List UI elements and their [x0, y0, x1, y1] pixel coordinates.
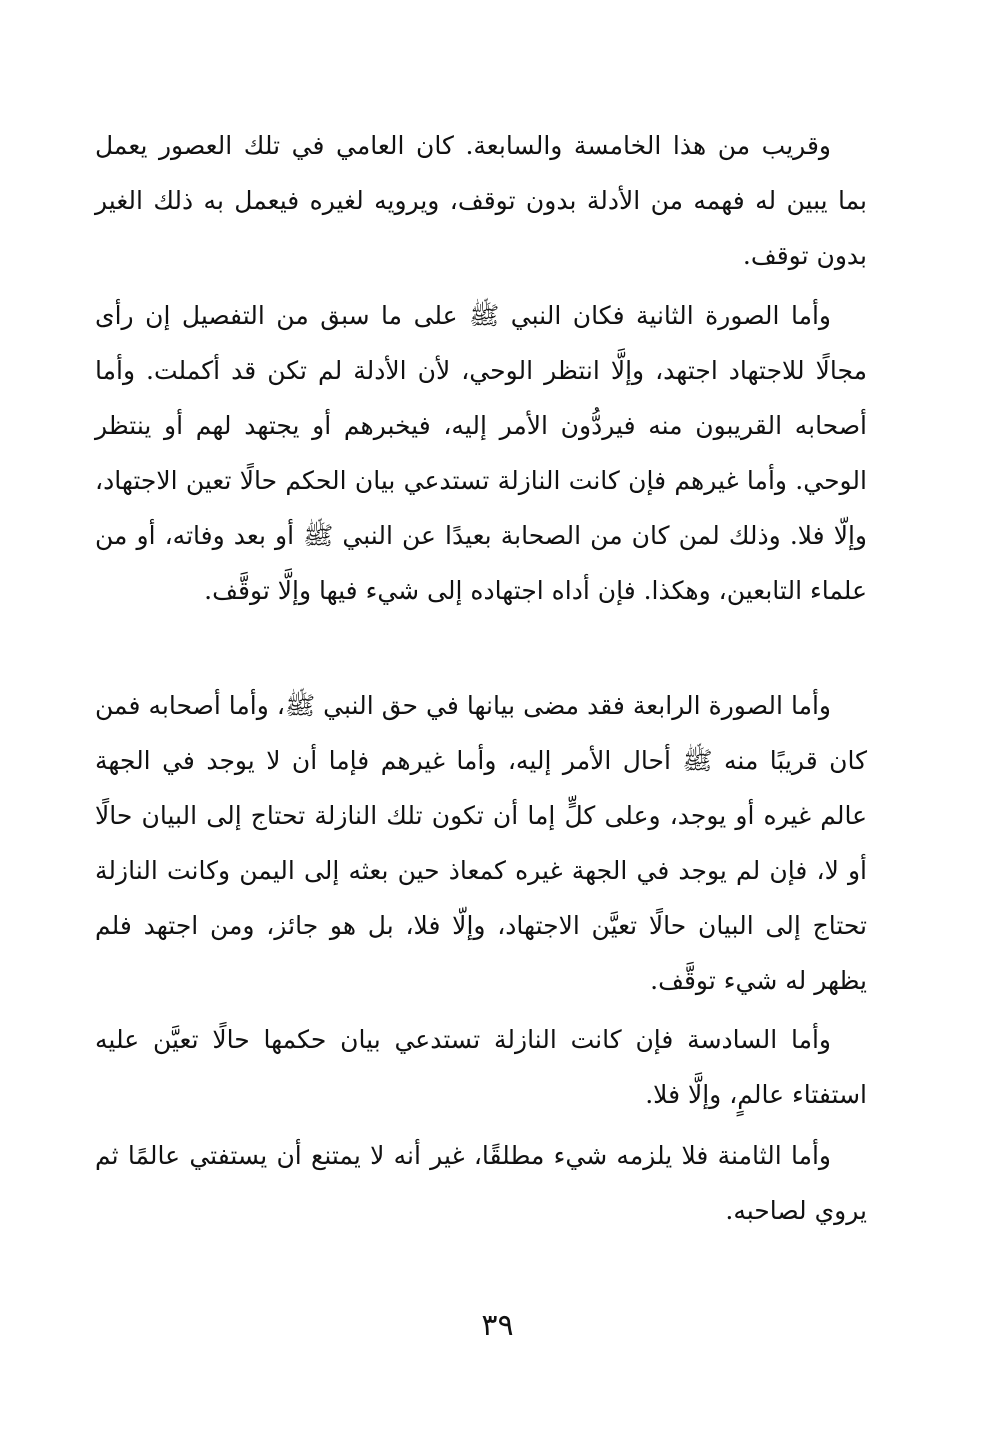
paragraph-text: وأما الصورة الرابعة فقد مضى بيانها في حق النبي ﷺ، وأما أصحابه فمن كان قريبًا منه ﷺ أحال الأمر إليه، وأما غيرهم فإما أن لا يوجد في الجهة عالم غيره أو يوجد، وعلى كلٍّ إما أن تكون تلك النازلة تحتاج إلى البيان حالًا أو لا، فإن لم يوجد في الجهة غيره كمعاذ حين بعثه إلى اليمن وكانت النازلة تحتاج إلى البيان حالًا تعيَّن الاجتهاد، وإلّا فلا، بل هو جائز، ومن اجتهد فلم يظهر له شيء توقَّف.	[95, 691, 867, 995]
paragraph-text: وقريب من هذا الخامسة والسابعة. كان العامي في تلك العصور يعمل بما يبين له فهمه من الأدلة بدون توقف، ويرويه لغيره فيعمل به ذلك الغير بدون توقف.	[95, 131, 867, 270]
paragraph-1	[95, 118, 867, 283]
paragraph-2	[95, 288, 867, 618]
paragraph-text: وأما الصورة الثانية فكان النبي ﷺ على ما سبق من التفصيل إن رأى مجالًا للاجتهاد اجتهد، وإلَّا انتظر الوحي، لأن الأدلة لم تكن قد أكملت. وأما أصحابه القريبون منه فيردُّون الأمر إليه، فيخبرهم أو يجتهد لهم أو ينتظر الوحي. وأما غيرهم فإن كانت النازلة تستدعي بيان الحكم حالًا تعين الاجتهاد، وإلّا فلا. وذلك لمن كان من الصحابة بعيدًا عن النبي ﷺ أو بعد وفاته، أو من علماء التابعين، وهكذا. فإن أداه اجتهاده إلى شيء فيها وإلَّا توقَّف.	[95, 301, 867, 605]
paragraph-4	[95, 1012, 867, 1122]
paragraph-text: وأما الثامنة فلا يلزمه شيء مطلقًا، غير أنه لا يمتنع أن يستفتي عالمًا ثم يروي لصاحبه.	[95, 1141, 867, 1225]
paragraph-5	[95, 1128, 867, 1238]
paragraph-3	[95, 678, 867, 1008]
paragraph-text: وأما السادسة فإن كانت النازلة تستدعي بيان حكمها حالًا تعيَّن عليه استفتاء عالمٍ، وإلَّا فلا.	[95, 1025, 867, 1109]
page-number: ٣٩	[481, 1308, 514, 1343]
